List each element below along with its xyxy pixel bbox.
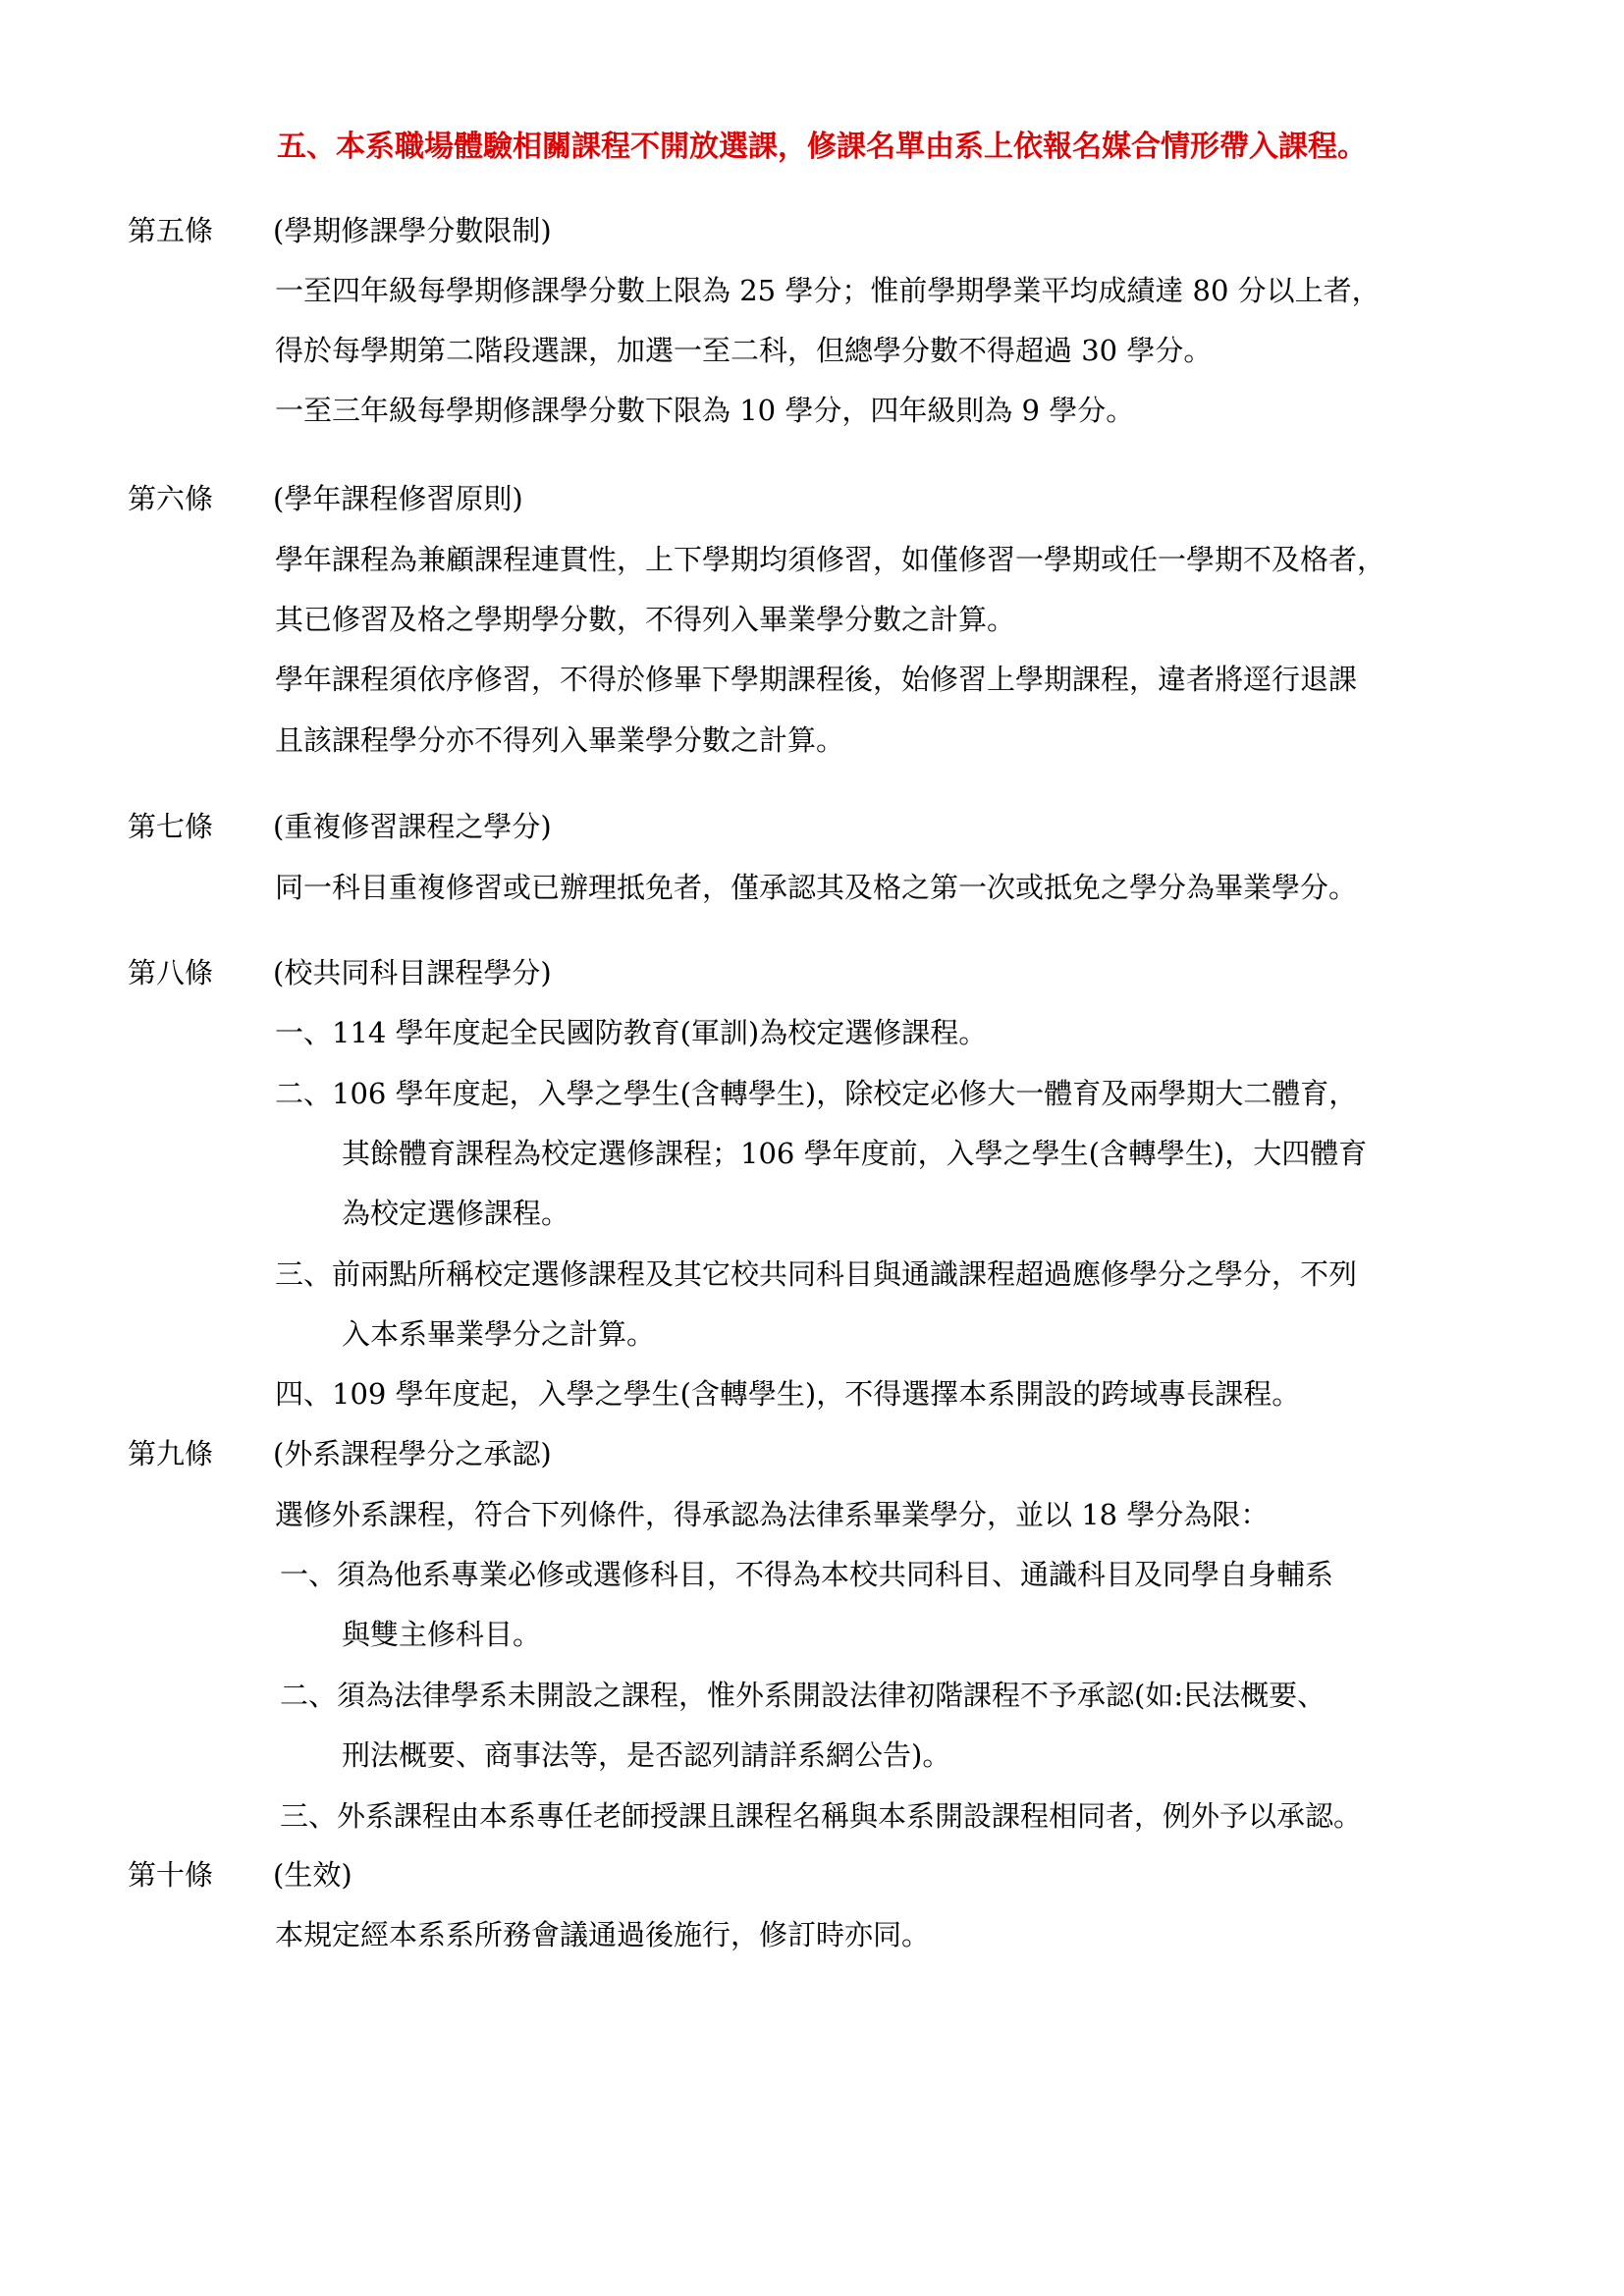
article-8-line-6: 入本系畢業學分之計算。 xyxy=(342,1317,656,1351)
article-5-line-1: 一至四年級每學期修課學分數上限為 25 學分；惟前學期學業平均成績達 80 分以上者， xyxy=(275,274,1380,307)
article-10-title: (生效) xyxy=(273,1858,352,1892)
article-5-number: 第五條 xyxy=(128,214,214,247)
article-9-line-3: 與雙主修科目。 xyxy=(342,1618,542,1651)
article-6-line-3: 學年課程須依序修習，不得於修畢下學期課程後，始修習上學期課程，違者將逕行退課 xyxy=(275,663,1358,696)
article-10-line-1: 本規定經本系系所務會議通過後施行，修訂時亦同。 xyxy=(275,1918,931,1951)
article-7-line-1: 同一科目重複修習或已辦理抵免者，僅承認其及格之第一次或抵免之學分為畢業學分。 xyxy=(275,871,1358,904)
article-6-title: (學年課程修習原則) xyxy=(273,482,523,515)
article-5-title: (學期修課學分數限制) xyxy=(273,214,552,247)
article-7-title: (重複修習課程之學分) xyxy=(273,810,552,843)
article-8-line-2: 二、106 學年度起，入學之學生(含轉學生)，除校定必修大一體育及兩學期大二體育， xyxy=(275,1077,1358,1110)
article-6-line-1: 學年課程為兼顧課程連貫性，上下學期均須修習，如僅修習一學期或任一學期不及格者， xyxy=(275,543,1386,576)
article-8-number: 第八條 xyxy=(128,956,214,989)
article-6-line-2: 其已修習及格之學期學分數，不得列入畢業學分數之計算。 xyxy=(275,603,1016,636)
article-6-number: 第六條 xyxy=(128,482,214,515)
article-7-number: 第七條 xyxy=(128,810,214,843)
article-8-title: (校共同科目課程學分) xyxy=(273,956,552,989)
article-9-line-4: 二、須為法律學系未開設之課程，惟外系開設法律初階課程不予承認(如:民法概要、 xyxy=(280,1679,1326,1712)
article-8-line-4: 為校定選修課程。 xyxy=(342,1197,570,1230)
notice-line: 五、本系職場體驗相關課程不開放選課，修課名單由系上依報名媒合情形帶入課程。 xyxy=(277,130,1367,164)
article-5-line-2: 得於每學期第二階段選課，加選一至二科，但總學分數不得超過 30 學分。 xyxy=(275,334,1213,367)
article-9-number: 第九條 xyxy=(128,1437,214,1470)
article-9-line-1: 選修外系課程，符合下列條件，得承認為法律系畢業學分，並以 18 學分為限： xyxy=(275,1498,1270,1531)
article-9-line-5: 刑法概要、商事法等，是否認列請詳系網公告)。 xyxy=(342,1738,951,1772)
article-10-number: 第十條 xyxy=(128,1858,214,1892)
article-5-line-3: 一至三年級每學期修課學分數下限為 10 學分，四年級則為 9 學分。 xyxy=(275,394,1135,427)
article-8-line-7: 四、109 學年度起，入學之學生(含轉學生)，不得選擇本系開設的跨域專長課程。 xyxy=(275,1377,1301,1411)
article-8-line-5: 三、前兩點所稱校定選修課程及其它校共同科目與通識課程超過應修學分之學分，不列 xyxy=(275,1257,1358,1291)
article-8-line-1: 一、114 學年度起全民國防教育(軍訓)為校定選修課程。 xyxy=(275,1016,988,1049)
article-9-title: (外系課程學分之承認) xyxy=(273,1437,552,1470)
article-8-line-3: 其餘體育課程為校定選修課程；106 學年度前，入學之學生(含轉學生)，大四體育 xyxy=(342,1137,1368,1170)
article-9-line-6: 三、外系課程由本系專任老師授課且課程名稱與本系開設課程相同者，例外予以承認。 xyxy=(280,1799,1363,1833)
article-6-line-4: 且該課程學分亦不得列入畢業學分數之計算。 xyxy=(275,723,845,757)
article-9-line-2: 一、須為他系專業必修或選修科目，不得為本校共同科目、通識科目及同學自身輔系 xyxy=(280,1558,1334,1591)
